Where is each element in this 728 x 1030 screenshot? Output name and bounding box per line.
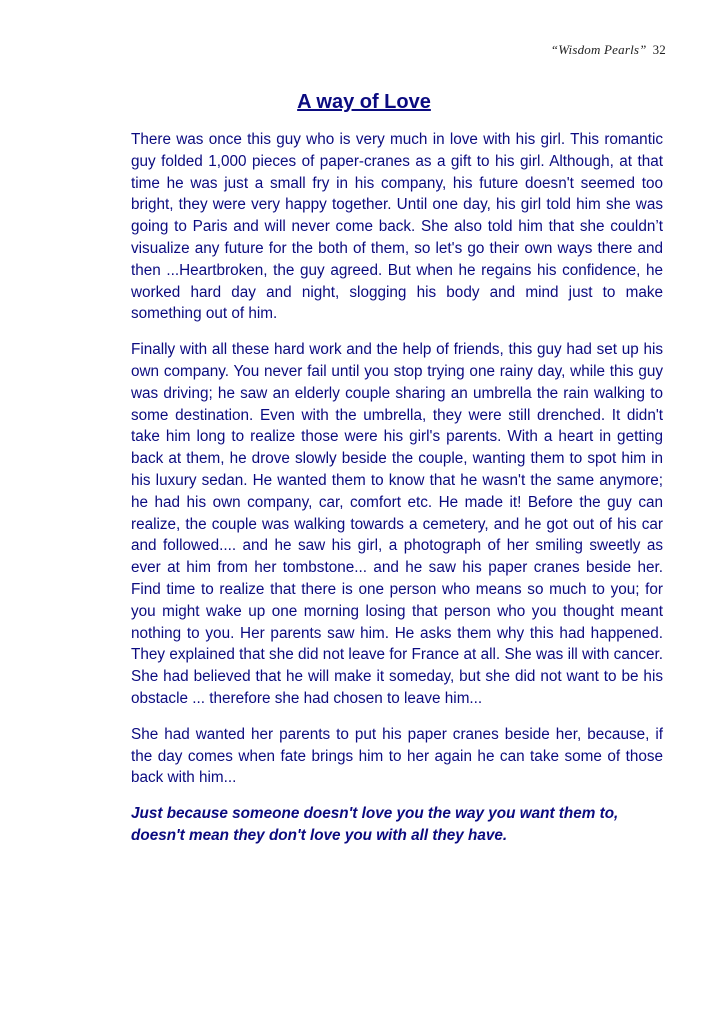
closing-quote: Just because someone doesn't love you the way you want them to, doesn't mean they don't love you with all they have. <box>131 805 619 844</box>
page-title: A way of Love <box>297 91 431 113</box>
page-number: 32 <box>652 42 666 57</box>
paragraph-2: Finally with all these hard work and the help of friends, this guy had set up his own company. You never fail until you stop trying one rainy day, while this guy was driving; he saw an elderly couple sharing an umbrella the rain walking to some destination. Even with the umbrella, they were still drenched. It didn't take him long to realize those were his girl's parents. With a heart in getting back at them, he drove slowly beside the couple, wanting them to spot him in his luxury sedan. He wanted them to know that he wasn't the same anymore; he had his own company, car, comfort etc. He made it! Before the guy can realize, the couple was walking towards a cemetery, and he got out of his car and followed.... and he saw his girl, a photograph of her smiling sweetly as ever at him from her tombstone... and he saw his paper cranes beside her. Find time to realize that there is one person who means so much to you; for you might wake up one morning losing that person who you thought meant nothing to you. Her parents saw him. He asks them why this had happened. They explained that she did not leave for France at all. She was ill with cancer. She had believed that he will make it someday, but she did not want to be his obstacle ... therefore she had chosen to leave him... <box>131 341 663 707</box>
book-title: “Wisdom Pearls” <box>550 42 647 57</box>
paragraph-1: There was once this guy who is very much in love with his girl. This romantic guy folded 1,000 pieces of paper-cranes as a gift to his girl. Although, at that time he was just a small fry in his company, his future doesn't seemed too bright, they were very happy together. Until one day, his girl told him she was going to Paris and will never come back. She also told him that she couldn’t visualize any future for the both of them, so let's go their own ways there and then ...Heartbroken, the guy agreed. But when he regains his confidence, he worked hard day and night, slogging his body and mind just to make something out of him. <box>131 131 663 323</box>
running-header <box>551 42 666 58</box>
paragraph-3: She had wanted her parents to put his paper cranes beside her, because, if the day comes when fate brings him to her again he can take some of those back with him... <box>131 725 663 787</box>
story-body <box>131 129 663 861</box>
